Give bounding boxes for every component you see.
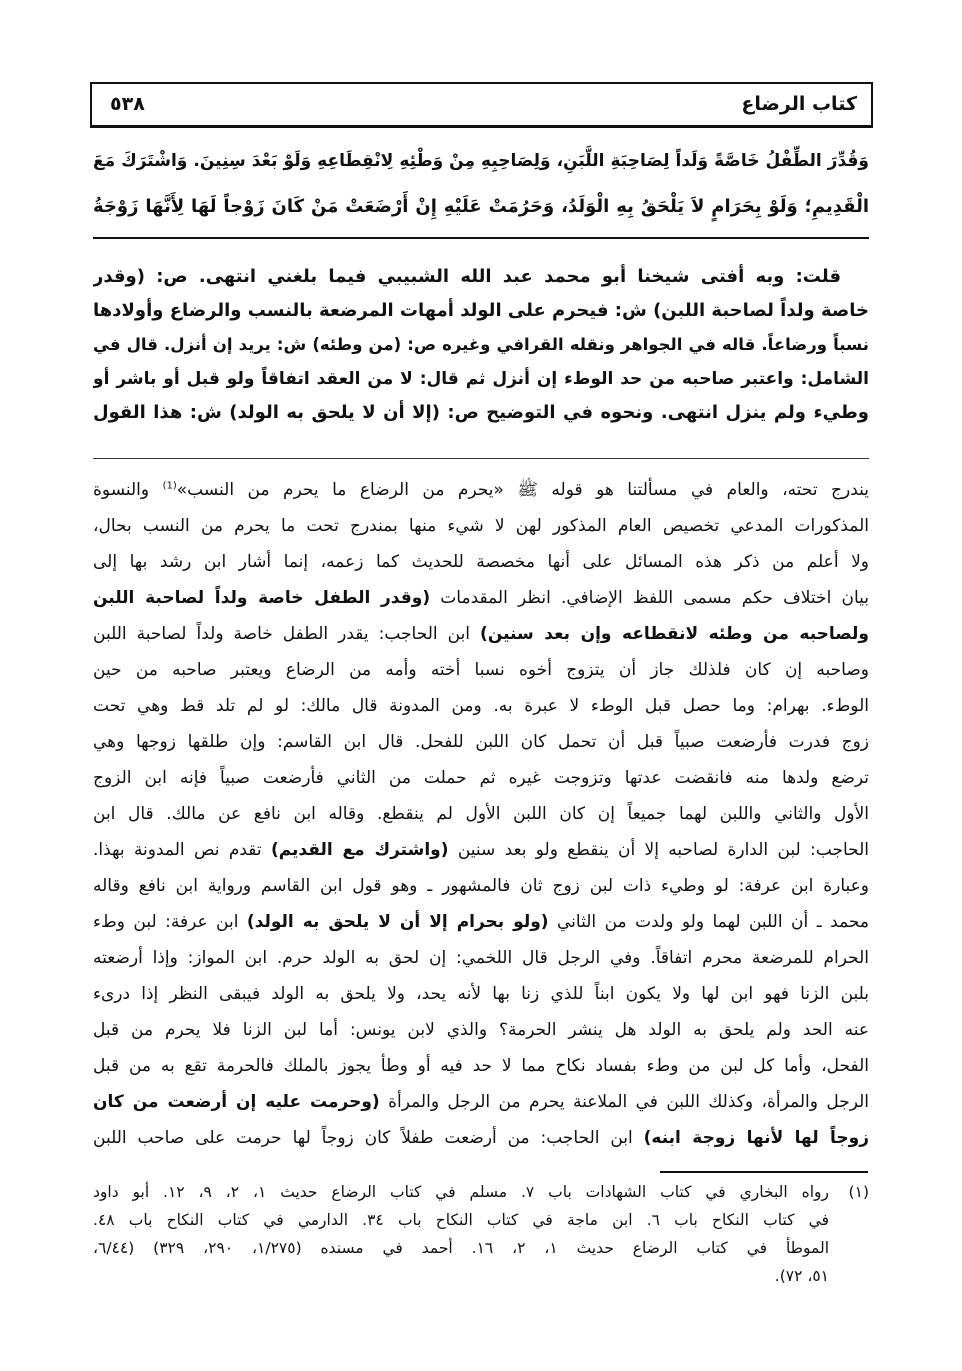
- sharh-line: [93, 362, 869, 396]
- text-segment: قلت: وبه أفتى شيخنا أبو محمد عبد الله الشبيبي فيما بلغني انتهى. ص: (وقدر: [93, 266, 841, 287]
- text-segment: ابن عرفة: لبن وطء: [93, 912, 247, 932]
- notes-line: [93, 617, 869, 653]
- sharh-line: [93, 260, 869, 294]
- text-segment: الرجل والمرأة، وكذلك اللبن في الملاعنة يحرم من الرجل والمرأة: [379, 1092, 869, 1112]
- footnote-marker: (١): [848, 1183, 869, 1201]
- page-number: ٥٣٨: [110, 93, 145, 115]
- text-segment: الشامل: واعتبر صاحبه من حد الوطء إن أنزل ثم قال: لا من العقد اتفاقاً ولو قبل أو باشر أو: [93, 369, 869, 389]
- text-segment: يندرج تحته، والعام في مسألتنا هو قوله ﷺ «يحرم من الرضاع ما يحرم من النسب»: [176, 480, 869, 500]
- notes-line: [93, 509, 869, 545]
- notes-line: [93, 689, 869, 725]
- text-segment: عنه الحد ولم يلحق به الولد هل ينشر الحرمة؟ والذي لابن يونس: أما لبن الزنا فلا يحرم من قبل: [93, 1020, 869, 1040]
- text-segment: نسباً ورضاعاً. قاله في الجواهر ونقله القرافي وغيره ص: (من وطئه) ش: يريد إن أنزل. قال في: [93, 335, 869, 354]
- text-segment: الحرام للمرضعة محرم اتفاقاً. وفي الرجل قال اللخمي: إن لحق به الولد حرم. ابن المواز: وإذا أرضعته: [93, 948, 869, 968]
- footnote-line: ٥١، ٧٢).: [774, 1267, 829, 1285]
- notes-line: [93, 653, 869, 689]
- text-segment: والنسوة: [93, 480, 163, 500]
- main-text: [93, 138, 869, 230]
- text-segment: وعبارة ابن عرفة: لو وطيء ذات لبن زوج ثان فالمشهور ـ وهو قول ابن القاسم ورواية ابن نافع وقاله: [93, 876, 869, 896]
- text-segment: وطيء ولم ينزل انتهى. ونحوه في التوضيح ص: (إلا أن لا يلحق به الولد) ش: هذا القول: [93, 402, 869, 423]
- text-segment: ابن الحاجب: يقدر الطفل خاصة ولداً لصاحبة اللبن: [93, 624, 481, 644]
- quoted-matn-segment: (وحرمت عليه إن أرضعت من كان: [93, 1092, 380, 1112]
- footnote-line: في كتاب النكاح باب ٦. ابن ماجة في كتاب النكاح باب ٣٤. الدارمي في كتاب النكاح باب ٤٨.: [93, 1211, 829, 1229]
- notes-line: [93, 1121, 869, 1157]
- notes-line: [93, 941, 869, 977]
- notes-line: [93, 869, 869, 905]
- text-segment: ابن الحاجب: من أرضعت طفلاً كان زوجاً لها حرمت على صاحب اللبن: [93, 1128, 644, 1148]
- notes-line: [93, 977, 869, 1013]
- notes-line: [93, 797, 869, 833]
- footnote-reference: (1): [162, 480, 177, 492]
- footnote-rule: [660, 1171, 868, 1173]
- footnote-line: رواه البخاري في كتاب الشهادات باب ٧. مسلم في كتاب الرضاع حديث ١، ٢، ٩، ١٢. أبو داود: [93, 1183, 829, 1201]
- sharh-line: [93, 294, 869, 328]
- notes-line: [93, 1049, 869, 1085]
- notes-line: [93, 725, 869, 761]
- text-segment: خاصة ولداً لصاحبة اللبن) ش: فيحرم على الولد أمهات المرضعة بالنسب والرضاع وأولادها: [93, 300, 869, 321]
- notes-line: [93, 473, 869, 509]
- footnote-line: الموطأ في كتاب الرضاع حديث ١، ٢، ١٦. أحمد في مسنده (١/٢٧٥، ٢٩٠، ٣٢٩) (٦/٤٤،: [93, 1239, 830, 1257]
- text-segment: الوطء. بهرام: وما حصل قبل الوطء لا عبرة به. ومن المدونة قال مالك: لو لم تلد قط وهي تحت: [93, 696, 869, 716]
- matn-line: [93, 184, 869, 230]
- quoted-matn-segment: ولصاحبه من وطئه لانقطاعه وإن بعد سنين): [480, 624, 869, 644]
- text-segment: ولا أعلم من ذكر هذه المسائل على أنها مخصصة للحديث كما زعمه، إنما أشار ابن رشد بها إلى: [93, 552, 869, 572]
- quoted-matn-segment: (وقدر الطفل خاصة ولداً لصاحبة اللبن: [93, 588, 431, 608]
- quoted-matn-segment: (ولو بحرام إلا أن لا يلحق به الولد): [246, 912, 549, 932]
- running-header: [90, 82, 873, 128]
- text-segment: تقدم نص المدونة بهذا.: [93, 840, 271, 860]
- text-segment: الفحل، وأما كل لبن من وطء بفساد نكاح مما لا حد فيه أو وطأ يجوز بالملك فالحرمة تقع به من قبل: [93, 1056, 869, 1076]
- notes-line: [93, 1085, 869, 1121]
- notes-line: [93, 545, 869, 581]
- commentary: [93, 260, 869, 430]
- sharh-line: [93, 328, 869, 362]
- text-segment: وصاحبه إن كان فلذلك جاز أن يتزوج أخوه نسبا أخته وأمه من الرضاع ويعتبر صاحبه من حين: [93, 660, 869, 680]
- marginal-notes: [93, 473, 869, 1157]
- text-segment: زوج فدرت فأرضعت صبياً قبل أن تحمل كان اللبن للفحل. قال ابن القاسم: وإن طلقها زوجها وهي: [93, 732, 869, 752]
- text-segment: وَقُدِّرَ الطِّفْلُ خَاصَّةً وَلَداً لِصَاحِبَةِ اللَّبَنِ، وَلِصَاحِبِهِ مِنْ وَطْئِهِ لِانْقِطَاعِهِ وَلَوْ بَعْدَ سِنِينَ. وَاشْتَرَكَ مَعَ: [93, 151, 869, 171]
- footnotes: [93, 1178, 869, 1290]
- chapter-title: كتاب الرضاع: [741, 93, 857, 115]
- commentary-divider: [93, 458, 869, 459]
- text-segment: الحاجب: لبن الدارة لصاحبه إلا أن ينقطع ولو بعد سنين: [448, 840, 869, 860]
- main-text-divider: [93, 237, 869, 239]
- quoted-matn-segment: (واشترك مع القديم): [270, 840, 449, 860]
- matn-line: [93, 138, 869, 184]
- notes-line: [93, 761, 869, 797]
- text-segment: بلبن الزنا فهو ابن لها ولا يكون ابناً للذي زنا بها لأنه يحد، ولا يلحق به الولد فيبقى النظر إذا درىء: [93, 984, 869, 1004]
- text-segment: الْقَدِيمِ؛ وَلَوْ بِحَرَامٍ لاَ يَلْحَقُ بِهِ الْوَلَدُ، وَحَرُمَتْ عَلَيْهِ إِنْ أَرْضَعَتْ مَنْ كَانَ زَوْجاً لَهَا لِأَنَّهَا زَوْجَةُ: [93, 196, 869, 217]
- quoted-matn-segment: زوجاً لها لأنها زوجة ابنه): [643, 1128, 869, 1148]
- sharh-line: [93, 396, 869, 430]
- notes-line: [93, 1013, 869, 1049]
- text-segment: بيان اختلاف حكم مسمى اللفظ الإضافي. انظر المقدمات: [430, 588, 869, 608]
- notes-line: [93, 581, 869, 617]
- text-segment: محمد ـ أن اللبن لهما ولو ولدت من الثاني: [548, 912, 869, 932]
- notes-line: [93, 905, 869, 941]
- text-segment: المذكورات المدعي تخصيص العام المذكور لهن لا شيء منها بمندرج تحت ما يحرم من النسب بحال،: [93, 516, 869, 536]
- text-segment: الأول والثاني واللبن لهما جميعاً إن كان اللبن الأول لم ينقطع. وقاله ابن نافع عن مالك. قال ابن: [93, 804, 869, 824]
- text-segment: ترضع ولدها منه فانقضت عدتها وتزوجت غيره ثم حملت من الثاني فأرضعت صبياً فإنه ابن الزوج: [93, 768, 869, 788]
- notes-line: [93, 833, 869, 869]
